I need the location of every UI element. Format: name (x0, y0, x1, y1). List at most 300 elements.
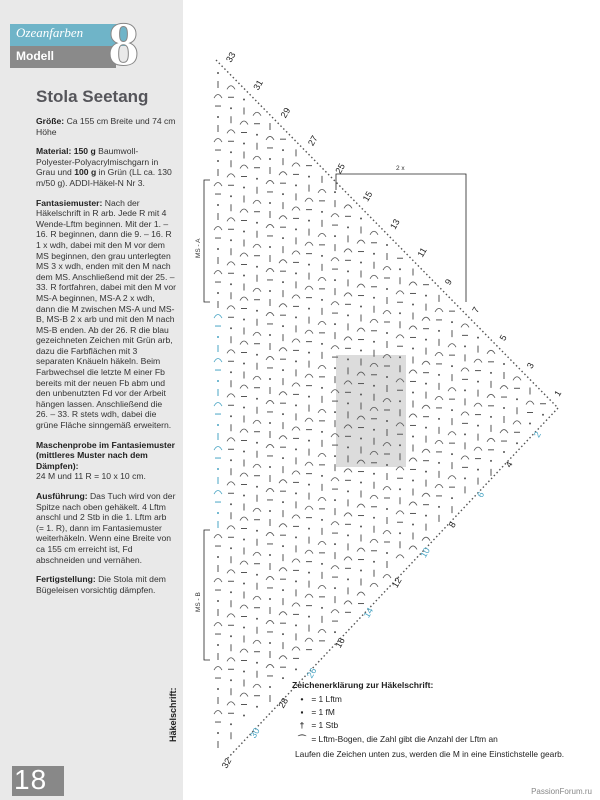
stitch-mark (256, 442, 258, 444)
stitch-mark (227, 174, 235, 178)
stitch-mark (217, 468, 219, 470)
stitch-mark (240, 297, 248, 301)
row-number: 26 (304, 666, 319, 680)
stitch-mark (214, 227, 222, 231)
stitch-mark (230, 679, 232, 681)
stitch-mark (230, 283, 232, 285)
stitch-mark (240, 605, 248, 609)
stitch-mark (243, 142, 245, 144)
section-execution: Ausführung: Das Tuch wird von der Spitze nach oben gehäkelt. 4 Lftm anschl und 2 Stb in die 1. Lftm arb (= 1. R), dann im Fantasiemuster weiterhäkeln. Wenn eine Breite von ca 155 cm erreicht ist, Fd abschneiden und vernähen. (36, 491, 176, 565)
stitch-mark (240, 341, 248, 345)
stitch-mark (334, 631, 336, 633)
stitch-mark (305, 286, 313, 290)
stitch-mark (344, 337, 352, 341)
stitch-mark (321, 475, 323, 477)
stitch-mark (490, 460, 492, 462)
stitch-mark (243, 230, 245, 232)
stitch-mark (347, 402, 349, 404)
stitch-mark (279, 260, 287, 264)
stitch-mark (425, 427, 427, 429)
stitch-mark (256, 222, 258, 224)
stitch-mark (266, 312, 274, 316)
stitch-mark (230, 415, 232, 417)
stitch-mark (295, 624, 297, 626)
stitch-mark (282, 589, 284, 591)
instructions-text (36, 116, 176, 604)
stitch-mark (253, 596, 261, 600)
stitch-mark (422, 405, 430, 409)
stitch-mark (399, 312, 401, 314)
stitch-mark (370, 495, 378, 499)
stitch-mark (412, 479, 414, 481)
stitch-mark (266, 488, 274, 492)
stitch-mark (516, 442, 518, 444)
stitch-mark (292, 163, 300, 167)
stitch-mark (347, 490, 349, 492)
stitch-mark (448, 432, 456, 436)
stitch-mark (318, 277, 326, 281)
stitch-mark (227, 614, 235, 618)
stitch-mark (370, 275, 378, 279)
stitch-mark (217, 160, 219, 162)
legend-title: Zeichenerklärung zur Häkelschrift: (292, 680, 434, 690)
stitch-mark (370, 319, 378, 323)
stitch-mark (396, 511, 404, 514)
stitch-mark (217, 688, 219, 690)
stitch-mark (386, 420, 388, 422)
stitch-mark (526, 401, 534, 405)
row-number: 32 (219, 756, 234, 770)
stitch-mark (256, 398, 258, 400)
stitch-mark (214, 491, 222, 495)
stitch-mark (217, 116, 219, 118)
stitch-mark (227, 218, 235, 222)
stitch-mark (292, 471, 300, 475)
row-number: 5 (497, 333, 509, 343)
stitch-mark (425, 471, 427, 473)
stitch-mark (422, 361, 430, 365)
stitch-mark (360, 394, 362, 396)
stitch-mark (214, 271, 222, 275)
stitch-mark (305, 594, 313, 598)
stitch-mark (292, 603, 300, 607)
stitch-mark (321, 299, 323, 301)
stitch-mark (269, 158, 271, 160)
stitch-mark (409, 282, 417, 286)
stitch-mark (529, 423, 531, 425)
page-title: Stola Seetang (36, 87, 149, 106)
stitch-mark (282, 633, 284, 635)
stitch-mark (451, 497, 453, 499)
legend-note: Laufen die Zeichen unten zus, werden die M in eine Einstichstelle gearb. (295, 749, 565, 759)
watermark: PassionForum.ru (531, 787, 592, 796)
stitch-mark (305, 330, 313, 334)
stitch-mark (243, 406, 245, 408)
stitch-mark (461, 324, 469, 328)
stitch-mark (292, 427, 300, 431)
stitch-mark (230, 371, 232, 373)
stitch-mark (240, 385, 248, 389)
stitch-mark (295, 668, 297, 670)
stitch-mark (487, 394, 495, 398)
stitch-mark (230, 327, 232, 329)
stitch-mark (370, 583, 378, 587)
stitch-mark (230, 459, 232, 461)
stitch-mark (503, 451, 505, 453)
stitch-mark (269, 598, 271, 600)
row-number: 28 (276, 696, 291, 710)
stitch-mark (503, 407, 505, 409)
stitch-mark (305, 550, 313, 554)
stitch-mark (370, 539, 378, 543)
series-label: Ozeanfarben (16, 25, 84, 40)
legend-item: • = 1 Lftm (295, 694, 342, 704)
stitch-mark (230, 723, 232, 725)
stitch-mark (318, 233, 326, 237)
stitch-mark (461, 368, 469, 372)
stitch-mark (282, 237, 284, 239)
stitch-mark (451, 453, 453, 455)
stitch-mark (243, 274, 245, 276)
stitch-mark (334, 191, 336, 193)
stitch-mark (240, 473, 248, 477)
stitch-mark (474, 403, 482, 407)
stitch-mark (308, 352, 310, 354)
stitch-mark (279, 304, 287, 308)
row-number: 8 (446, 519, 458, 530)
stitch-mark (305, 638, 313, 642)
stitch-mark (282, 193, 284, 195)
stitch-mark (331, 610, 339, 614)
stitch-mark (227, 438, 235, 442)
row-number: 16 (333, 635, 347, 650)
stitch-mark (448, 476, 456, 480)
stitch-mark (269, 422, 271, 424)
stitch-mark (230, 503, 232, 505)
stitch-mark (451, 409, 453, 411)
stitch-mark (438, 330, 440, 332)
stitch-mark (269, 290, 271, 292)
stitch-mark (240, 693, 248, 697)
stitch-mark (295, 536, 297, 538)
legend-item: ⌒ = Lftm-Bogen, die Zahl gibt die Anzahl der Lftm an (295, 733, 498, 745)
stitch-mark (305, 462, 313, 466)
stitch-mark (282, 369, 284, 371)
stitch-mark (269, 554, 271, 556)
stitch-mark (243, 362, 245, 364)
stitch-mark (425, 339, 427, 341)
stitch-mark (308, 616, 310, 618)
stitch-mark (438, 506, 440, 508)
stitch-mark (344, 249, 352, 253)
stitch-mark (448, 388, 456, 392)
stitch-mark (409, 502, 417, 506)
stitch-mark (344, 513, 352, 517)
double-crochet-icon: † (299, 720, 305, 730)
stitch-mark (422, 493, 430, 497)
stitch-mark (435, 308, 443, 312)
stitch-mark (308, 572, 310, 574)
stitch-mark (357, 592, 365, 596)
row-number: 10 (418, 545, 432, 560)
stitch-mark (308, 220, 310, 222)
stitch-mark (321, 211, 323, 213)
stitch-mark (448, 344, 456, 348)
stitch-mark (477, 337, 479, 339)
stitch-mark (438, 462, 440, 464)
stitch-mark (347, 226, 349, 228)
stitch-mark (399, 400, 401, 402)
row-number: 25 (333, 161, 348, 176)
stitch-mark (373, 517, 375, 519)
stitch-mark (305, 418, 313, 422)
stitch-mark (214, 579, 222, 583)
stitch-mark (227, 526, 235, 530)
stitch-mark (253, 552, 261, 556)
stitch-mark (360, 438, 362, 440)
stitch-mark (266, 444, 274, 448)
stitch-mark (386, 244, 388, 246)
stitch-mark (243, 714, 245, 716)
stitch-mark (516, 398, 518, 400)
stitch-mark (308, 308, 310, 310)
stitch-mark (217, 512, 219, 514)
stitch-mark (240, 561, 248, 565)
stitch-mark (318, 365, 326, 369)
stitch-mark (422, 537, 430, 541)
stitch-mark (214, 95, 222, 99)
stitch-mark (256, 178, 258, 180)
stitch-mark (253, 112, 261, 116)
crochet-chart (186, 40, 586, 780)
stitch-mark (373, 561, 375, 563)
stitch-mark (477, 425, 479, 427)
stitch-mark (266, 268, 274, 272)
stitch-mark (253, 684, 261, 688)
stitch-mark (334, 587, 336, 589)
stitch-mark (490, 416, 492, 418)
stitch-mark (214, 623, 222, 627)
stitch-mark (214, 711, 222, 715)
stitch-mark (240, 517, 248, 521)
stitch-mark (243, 450, 245, 452)
stitch-mark (295, 272, 297, 274)
stitch-mark (373, 297, 375, 299)
stitch-mark (292, 515, 300, 519)
stitch-mark (383, 531, 391, 535)
stitch-mark (386, 552, 388, 554)
stitch-mark (292, 559, 300, 563)
stitch-mark (425, 295, 427, 297)
stitch-mark (318, 189, 326, 193)
row-number: 11 (415, 245, 429, 259)
stitch-mark (360, 570, 362, 572)
row-number: 1 (552, 388, 564, 399)
stitch-mark (399, 444, 401, 446)
stitch-mark (334, 367, 336, 369)
stitch-mark (321, 607, 323, 609)
stitch-mark (357, 328, 365, 332)
stitch-mark (282, 501, 284, 503)
stitch-mark (230, 635, 232, 637)
chain-arc-icon: ⌒ (297, 734, 307, 744)
stitch-mark (308, 528, 310, 530)
stitch-mark (360, 218, 362, 220)
stitch-mark (253, 508, 261, 512)
bottom-row-numbers (220, 430, 543, 770)
stitch-mark (451, 365, 453, 367)
stitch-mark (513, 377, 521, 381)
stitch-mark (243, 538, 245, 540)
stitch-mark (253, 640, 261, 644)
stitch-mark (331, 478, 339, 482)
stitch-mark (357, 504, 365, 508)
stitch-mark (279, 480, 287, 484)
stitch-mark (321, 343, 323, 345)
row-number: 7 (470, 305, 482, 315)
stitch-mark (360, 482, 362, 484)
stitch-mark (279, 524, 287, 528)
stitch-mark (513, 421, 521, 425)
legend-item: ▪ = 1 fM (295, 707, 335, 717)
stitch-mark (230, 239, 232, 241)
stitch-mark (474, 359, 482, 363)
stitch-mark (373, 473, 375, 475)
stitch-mark (269, 686, 271, 688)
stitch-mark (464, 477, 466, 479)
stitch-mark (292, 339, 300, 343)
chain-dot-icon: • (300, 694, 304, 704)
stitch-mark (230, 195, 232, 197)
stitch-mark (409, 326, 417, 330)
stitch-mark (383, 267, 391, 271)
stitch-mark (490, 372, 492, 374)
stitch-mark (243, 670, 245, 672)
stitch-mark (412, 303, 414, 305)
stitch-mark (360, 262, 362, 264)
stitch-mark (253, 376, 261, 380)
stitch-mark (230, 151, 232, 153)
stitch-mark (318, 629, 326, 633)
stitch-mark (227, 702, 235, 706)
stitch-mark (308, 264, 310, 266)
stitch-mark (305, 198, 313, 202)
stitch-mark (438, 374, 440, 376)
stitch-mark (279, 392, 287, 396)
stitch-mark (217, 600, 219, 602)
page-number: 18 (14, 764, 48, 795)
stitch-mark (256, 662, 258, 664)
model-label: Modell (16, 49, 54, 63)
stitch-mark (253, 288, 261, 292)
section-pattern: Fantasiemuster: Nach der Häkelschrift in R arb. Jede R mit 4 Wende-Lftm beginnen. Mit der 1. – 16. R beginnen, dann die 9. – 16. R 1 x wdh, dabei mit den M vor dem MS beginnen, den grau unterlegten MS 3 x wdh, enden mit den M nach dem MS. Anschließend mit der 25. – 33. R fortfahren, dabei mit den M vor MS-A beginnen, MS-A 2 x wdh, dann die M zwischen MS-A und MS-B, MS-B 2 x arb und mit den M nach MS-B enden. Ab der 26. R die blau gezeichneten Zeichen mit Grün arb, dazu die Farbflächen mit 3 separaten Knäueln häkeln. Beim Farbwechsel die letzte M einer Fb bereits mit der neuen Fb abm und den unbenutzten Fd vor der Arbeit hängen lassen. Anschließend die 26. – 33. R stets wdh, dabei die grüne Fläche sinngemäß erweitern. (36, 197, 176, 431)
stitch-mark (279, 568, 287, 572)
stitch-mark (253, 464, 261, 468)
stitch-mark (279, 348, 287, 352)
stitch-mark (370, 231, 378, 235)
stitch-mark (292, 647, 300, 651)
stitch-mark (243, 186, 245, 188)
stitch-mark (318, 453, 326, 457)
stitch-mark (396, 335, 404, 339)
section-material: Material: 150 g Baumwoll-Polyester-Polyacrylmischgarn in Grau und 100 g in Grün (LL ca. 130 m/50 g). ADDI-Häkel-N Nr 3. (36, 146, 172, 188)
stitch-mark (344, 469, 352, 473)
stitch-mark (217, 336, 219, 338)
stitch-mark (321, 519, 323, 521)
stitch-mark (256, 354, 258, 356)
stitch-mark (542, 414, 544, 416)
stitch-mark (214, 315, 222, 319)
stitch-mark (399, 532, 401, 534)
stitch-mark (331, 302, 339, 306)
stitch-mark (269, 246, 271, 248)
stitch-mark (409, 414, 417, 418)
stitch-mark (282, 149, 284, 151)
stitch-mark (373, 253, 375, 255)
stitch-mark (295, 404, 297, 406)
stitch-mark (240, 253, 248, 256)
stitch-mark (227, 482, 235, 486)
stitch-mark (227, 306, 235, 310)
stitch-mark (386, 288, 388, 290)
ms-a-label: MS - A (195, 238, 202, 258)
stitch-mark (331, 566, 339, 570)
stitch-mark (295, 228, 297, 230)
row-number: 13 (388, 217, 402, 231)
stitch-mark (334, 411, 336, 413)
stitch-mark (217, 556, 219, 558)
stitch-mark (217, 204, 219, 206)
stitch-mark (214, 359, 222, 363)
stitch-mark (331, 258, 339, 262)
stitch-mark (386, 464, 388, 466)
stitch-mark (334, 499, 336, 501)
stitch-mark (331, 214, 339, 218)
stitch-mark (217, 292, 219, 294)
stitch-mark (227, 86, 235, 90)
stitch-mark (409, 546, 417, 550)
stitch-mark (383, 575, 391, 579)
stitch-mark (266, 532, 274, 536)
stitch-mark (269, 466, 271, 468)
stitch-mark (256, 574, 258, 576)
row-number: 14 (361, 605, 376, 620)
stitch-mark (461, 412, 469, 416)
stitch-mark (253, 156, 261, 160)
stitch-mark (266, 620, 274, 624)
stitch-mark (295, 448, 297, 450)
stitch-mark (383, 311, 391, 315)
stitch-mark (217, 72, 219, 74)
stitch-mark (256, 134, 258, 136)
stitch-mark (282, 457, 284, 459)
stitch-mark (399, 268, 401, 270)
stitch-mark (425, 383, 427, 385)
stitch-mark (217, 424, 219, 426)
stitch-mark (347, 534, 349, 536)
stitch-mark (230, 591, 232, 593)
stitch-mark (464, 433, 466, 435)
stitch-mark (230, 107, 232, 109)
stitch-mark (256, 706, 258, 708)
stitch-mark (318, 321, 326, 325)
row-number: 33 (223, 50, 238, 64)
stitch-mark (344, 293, 352, 297)
stitch-mark (318, 585, 326, 589)
stitch-mark (334, 543, 336, 545)
row-number: 2 (531, 429, 543, 440)
stitch-mark (435, 352, 443, 356)
